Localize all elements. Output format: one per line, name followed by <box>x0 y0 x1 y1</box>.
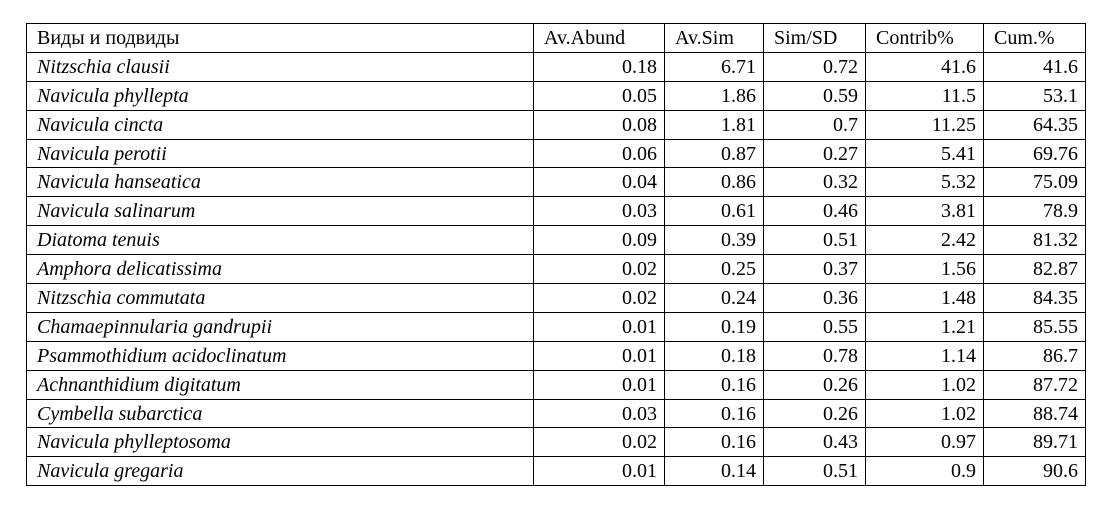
contrib-cell: 1.56 <box>866 255 984 284</box>
av-sim-cell: 0.16 <box>665 428 764 457</box>
cum-cell: 85.55 <box>984 312 1086 341</box>
species-name: Navicula phylleptosoma <box>27 428 534 457</box>
cum-cell: 81.32 <box>984 226 1086 255</box>
av-abund-cell: 0.08 <box>534 110 665 139</box>
av-sim-cell: 0.16 <box>665 399 764 428</box>
av-sim-cell: 0.19 <box>665 312 764 341</box>
sim-sd-cell: 0.51 <box>764 457 866 486</box>
av-abund-cell: 0.01 <box>534 312 665 341</box>
av-sim-cell: 0.86 <box>665 168 764 197</box>
av-abund-cell: 0.02 <box>534 284 665 313</box>
cum-cell: 69.76 <box>984 139 1086 168</box>
contrib-cell: 11.5 <box>866 81 984 110</box>
sim-sd-cell: 0.59 <box>764 81 866 110</box>
header-species: Виды и подвиды <box>27 24 534 53</box>
sim-sd-cell: 0.26 <box>764 399 866 428</box>
contrib-cell: 41.6 <box>866 52 984 81</box>
cum-cell: 53.1 <box>984 81 1086 110</box>
contrib-cell: 5.32 <box>866 168 984 197</box>
header-av-sim: Av.Sim <box>665 24 764 53</box>
sim-sd-cell: 0.46 <box>764 197 866 226</box>
contrib-cell: 2.42 <box>866 226 984 255</box>
av-abund-cell: 0.09 <box>534 226 665 255</box>
av-sim-cell: 0.24 <box>665 284 764 313</box>
av-sim-cell: 0.87 <box>665 139 764 168</box>
species-name: Chamaepinnularia gandrupii <box>27 312 534 341</box>
table-row <box>27 81 1086 110</box>
av-sim-cell: 0.14 <box>665 457 764 486</box>
species-name: Achnanthidium digitatum <box>27 370 534 399</box>
av-abund-cell: 0.06 <box>534 139 665 168</box>
cum-cell: 87.72 <box>984 370 1086 399</box>
header-cum: Cum.% <box>984 24 1086 53</box>
table-header-row <box>27 24 1086 53</box>
contrib-cell: 1.02 <box>866 399 984 428</box>
table-row <box>27 168 1086 197</box>
sim-sd-cell: 0.37 <box>764 255 866 284</box>
sim-sd-cell: 0.36 <box>764 284 866 313</box>
sim-sd-cell: 0.51 <box>764 226 866 255</box>
cum-cell: 86.7 <box>984 341 1086 370</box>
cum-cell: 64.35 <box>984 110 1086 139</box>
species-name: Navicula hanseatica <box>27 168 534 197</box>
av-abund-cell: 0.02 <box>534 428 665 457</box>
species-name: Navicula gregaria <box>27 457 534 486</box>
av-abund-cell: 0.18 <box>534 52 665 81</box>
contrib-cell: 11.25 <box>866 110 984 139</box>
cum-cell: 89.71 <box>984 428 1086 457</box>
av-abund-cell: 0.03 <box>534 197 665 226</box>
sim-sd-cell: 0.78 <box>764 341 866 370</box>
cum-cell: 88.74 <box>984 399 1086 428</box>
cum-cell: 78.9 <box>984 197 1086 226</box>
species-name: Navicula salinarum <box>27 197 534 226</box>
species-name: Diatoma tenuis <box>27 226 534 255</box>
table-row <box>27 255 1086 284</box>
av-sim-cell: 0.39 <box>665 226 764 255</box>
av-sim-cell: 1.86 <box>665 81 764 110</box>
table-row <box>27 341 1086 370</box>
table-row <box>27 197 1086 226</box>
species-table-container <box>26 23 1086 486</box>
sim-sd-cell: 0.43 <box>764 428 866 457</box>
species-name: Cymbella subarctica <box>27 399 534 428</box>
sim-sd-cell: 0.7 <box>764 110 866 139</box>
sim-sd-cell: 0.72 <box>764 52 866 81</box>
table-row <box>27 139 1086 168</box>
table-row <box>27 457 1086 486</box>
av-abund-cell: 0.04 <box>534 168 665 197</box>
av-abund-cell: 0.01 <box>534 341 665 370</box>
sim-sd-cell: 0.32 <box>764 168 866 197</box>
av-sim-cell: 6.71 <box>665 52 764 81</box>
contrib-cell: 1.02 <box>866 370 984 399</box>
contrib-cell: 1.21 <box>866 312 984 341</box>
contrib-cell: 5.41 <box>866 139 984 168</box>
contrib-cell: 0.97 <box>866 428 984 457</box>
sim-sd-cell: 0.27 <box>764 139 866 168</box>
contrib-cell: 0.9 <box>866 457 984 486</box>
table-row <box>27 226 1086 255</box>
table-row <box>27 428 1086 457</box>
av-abund-cell: 0.02 <box>534 255 665 284</box>
table-row <box>27 52 1086 81</box>
av-sim-cell: 0.61 <box>665 197 764 226</box>
table-row <box>27 312 1086 341</box>
species-name: Nitzschia clausii <box>27 52 534 81</box>
av-sim-cell: 0.16 <box>665 370 764 399</box>
species-name: Psammothidium acidoclinatum <box>27 341 534 370</box>
av-sim-cell: 1.81 <box>665 110 764 139</box>
cum-cell: 41.6 <box>984 52 1086 81</box>
table-row <box>27 399 1086 428</box>
cum-cell: 82.87 <box>984 255 1086 284</box>
cum-cell: 90.6 <box>984 457 1086 486</box>
species-name: Navicula phyllepta <box>27 81 534 110</box>
species-name: Navicula perotii <box>27 139 534 168</box>
cum-cell: 75.09 <box>984 168 1086 197</box>
av-abund-cell: 0.03 <box>534 399 665 428</box>
table-row <box>27 370 1086 399</box>
species-name: Nitzschia commutata <box>27 284 534 313</box>
av-sim-cell: 0.18 <box>665 341 764 370</box>
av-abund-cell: 0.01 <box>534 457 665 486</box>
species-contribution-table <box>26 23 1086 486</box>
table-row <box>27 110 1086 139</box>
sim-sd-cell: 0.26 <box>764 370 866 399</box>
species-name: Navicula cincta <box>27 110 534 139</box>
cum-cell: 84.35 <box>984 284 1086 313</box>
contrib-cell: 1.14 <box>866 341 984 370</box>
av-sim-cell: 0.25 <box>665 255 764 284</box>
table-body <box>27 52 1086 485</box>
sim-sd-cell: 0.55 <box>764 312 866 341</box>
header-sim-sd: Sim/SD <box>764 24 866 53</box>
contrib-cell: 1.48 <box>866 284 984 313</box>
species-name: Amphora delicatissima <box>27 255 534 284</box>
av-abund-cell: 0.05 <box>534 81 665 110</box>
contrib-cell: 3.81 <box>866 197 984 226</box>
av-abund-cell: 0.01 <box>534 370 665 399</box>
header-contrib: Contrib% <box>866 24 984 53</box>
header-av-abund: Av.Abund <box>534 24 665 53</box>
table-row <box>27 284 1086 313</box>
